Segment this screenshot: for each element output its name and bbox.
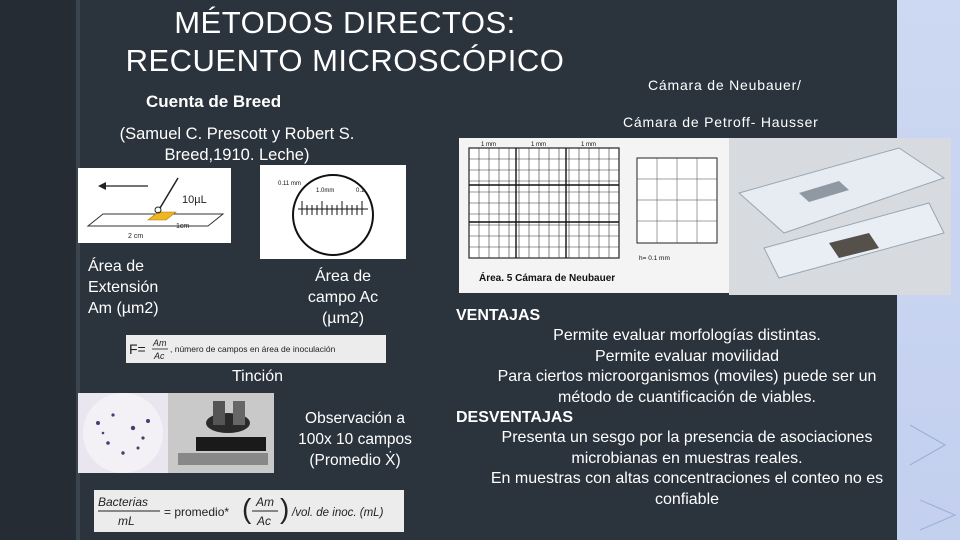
- extension-area-label: [88, 256, 159, 319]
- field-area-line-1: Área de: [314, 268, 372, 285]
- formula-b-den-right: Ac: [257, 514, 272, 528]
- disadvantage-item: microbianas en muestras reales.: [571, 449, 803, 467]
- title-line-1: MÉTODOS DIRECTOS:: [174, 5, 516, 40]
- staining-label: Tinción: [232, 368, 283, 385]
- field-label-c: 0.1: [356, 188, 365, 194]
- extension-area-line-1: Área de: [88, 258, 145, 275]
- microscope-photos: [78, 393, 274, 473]
- formula-b-tail: /vol. de inoc. (mL): [292, 507, 384, 519]
- formula-fields: [126, 335, 386, 363]
- neub-dim-3: 1 mm: [581, 142, 596, 148]
- disadvantages-heading: DESVENTAJAS: [456, 409, 574, 427]
- references: [84, 124, 390, 166]
- slide-diagram: [78, 168, 231, 243]
- neub-caption: Área. 5 Cámara de Neubauer: [479, 273, 616, 284]
- observation-note: [286, 408, 424, 471]
- neub-dim-2: 1 mm: [531, 142, 546, 148]
- disadvantage-item: confiable: [654, 490, 720, 508]
- volume-label: 10µL: [182, 194, 207, 206]
- formula-bacteria: [94, 490, 404, 532]
- advantage-item: Para ciertos microorganismos (moviles) puede ser un: [497, 368, 877, 386]
- side-h-label: 1cm: [176, 223, 190, 230]
- advantage-item: Permite evaluar movilidad: [594, 347, 780, 365]
- advantage-item: Permite evaluar morfologías distintas.: [553, 327, 821, 345]
- field-label-b: 1.0mm: [316, 188, 335, 194]
- formula-f-text: , número de campos en área de inoculación: [170, 344, 336, 354]
- field-area-line-3: (µm2): [321, 310, 365, 327]
- extension-area-line-3: Am (µm2): [88, 300, 159, 317]
- svg-text:): ): [280, 493, 290, 524]
- formula-b-num-left: Bacterias: [98, 495, 149, 509]
- formula-b-mid: = promedio*: [164, 505, 230, 519]
- title-line-2: RECUENTO MICROSCÓPICO: [125, 43, 565, 78]
- disadvantage-item: Presenta un sesgo por la presencia de asociaciones: [501, 429, 873, 447]
- observation-line-1: Observación a: [305, 410, 405, 427]
- references-line-1: (Samuel C. Prescott y Robert S.: [119, 125, 355, 143]
- neubauer-figure: [459, 138, 732, 293]
- side-w-label: 2 cm: [128, 233, 144, 240]
- formula-f-lhs: F=: [129, 341, 146, 357]
- left-stripe: [0, 0, 80, 540]
- field-diagram: [260, 165, 406, 259]
- neub-dim-1: 1 mm: [481, 142, 496, 148]
- advantages-heading: VENTAJAS: [456, 307, 541, 324]
- neub-h-label: h= 0.1 mm: [639, 255, 670, 262]
- observation-line-3: (Promedio Ẋ): [309, 452, 401, 469]
- disadvantage-item: En muestras con altas concentraciones el conteo no es: [490, 470, 884, 488]
- extension-area-line-2: Extensión: [88, 279, 159, 296]
- observation-line-2: 100x 10 campos: [298, 431, 412, 448]
- formula-f-num: Am: [153, 338, 167, 348]
- field-area-label: [297, 266, 389, 329]
- pros-cons-text: [456, 306, 918, 510]
- formula-f-den: Ac: [154, 351, 165, 361]
- field-label-a: 0.11 mm: [278, 181, 301, 187]
- svg-text:(: (: [242, 493, 252, 524]
- method-subtitle: Cuenta de Breed: [146, 92, 282, 111]
- field-area-line-2: campo Ac: [307, 289, 379, 306]
- slide-title: [90, 4, 600, 80]
- formula-b-num-right: Am: [256, 495, 274, 509]
- chamber-title-line-1: Cámara de Neubauer/: [648, 77, 802, 93]
- chamber-photo: [729, 138, 951, 295]
- advantage-item: método de cuantificación de viables.: [558, 388, 816, 406]
- formula-b-den-left: mL: [118, 514, 135, 528]
- chamber-title-line-2: Cámara de Petroff- Hausser: [623, 114, 819, 130]
- references-line-2: Breed,1910. Leche): [164, 146, 310, 164]
